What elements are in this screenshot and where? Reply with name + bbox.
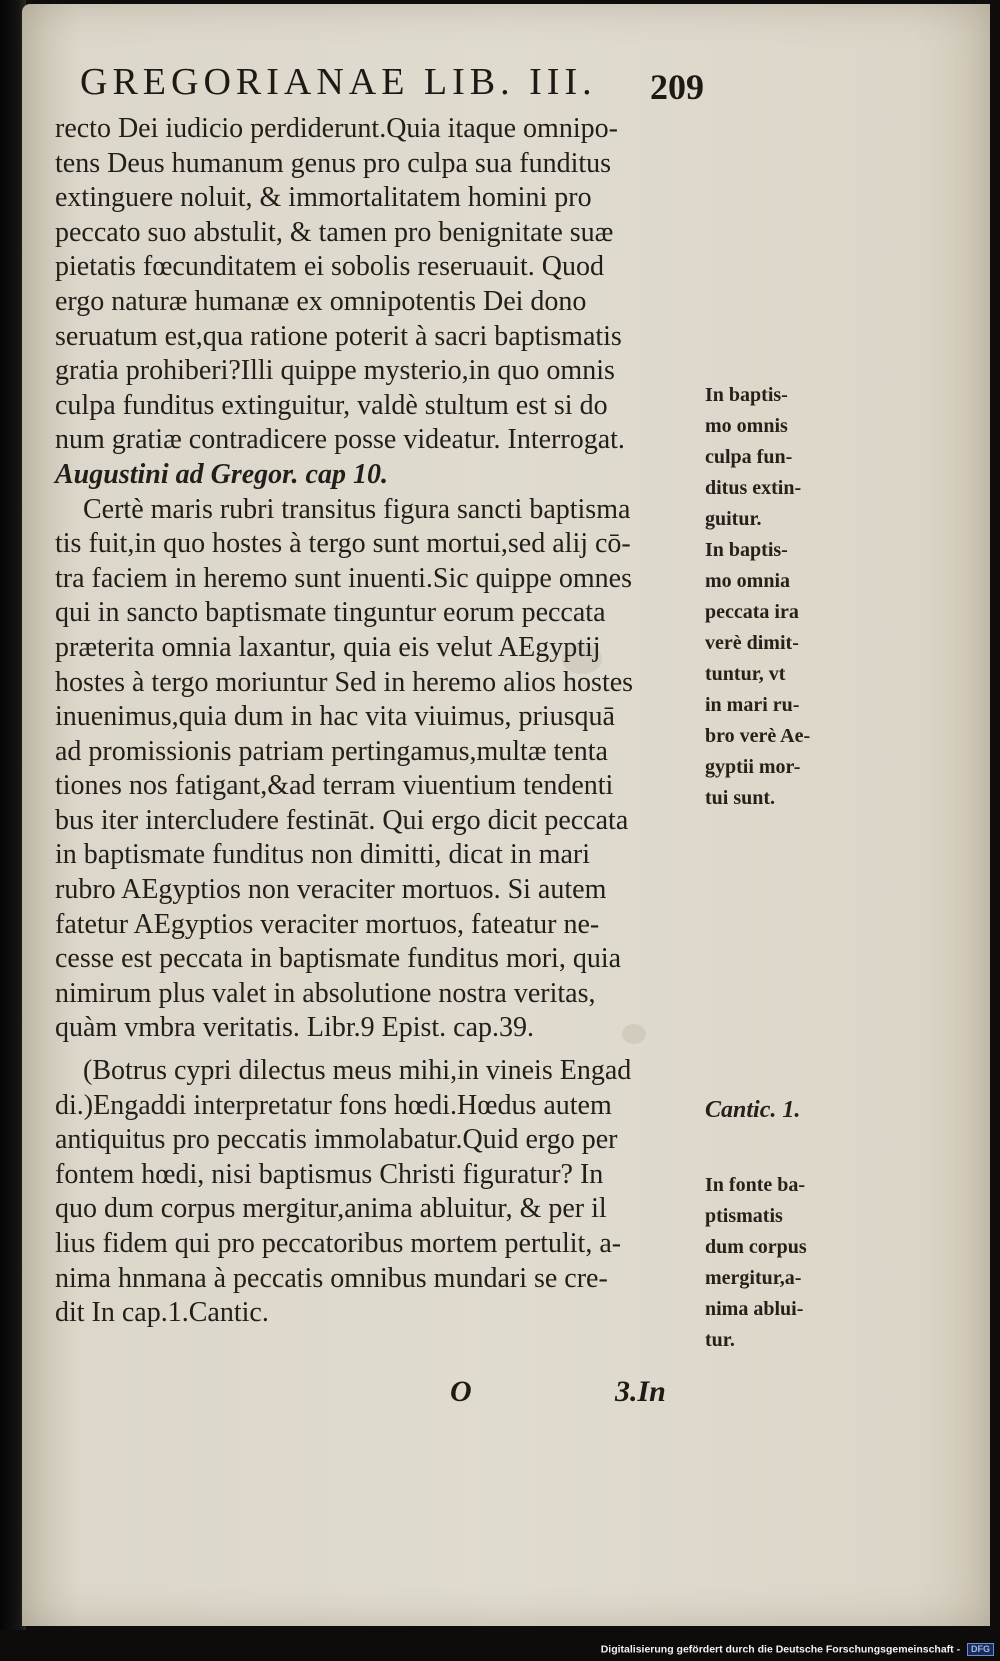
text-line: extinguere noluit, & immortalitatem homini pro: [55, 182, 592, 214]
note-line: mergitur,a-: [705, 1267, 802, 1289]
text-line: quàm vmbra veritatis. Libr.9 Epist. cap.39.: [55, 1012, 535, 1044]
text-line: Certè maris rubri transitus figura sancti baptisma: [83, 493, 631, 525]
text-line: tens Deus humanum genus pro culpa sua funditus: [55, 147, 612, 179]
text-line: (Botrus cypri dilectus meus mihi,in vineis Engad: [83, 1055, 632, 1087]
text-line: fatetur AEgyptios veraciter mortuos, fateatur ne-: [55, 908, 600, 940]
text-line: quo dum corpus mergitur,anima abluitur, & per il: [55, 1193, 607, 1225]
text-line: præterita omnia laxantur, quia eis velut AEgyptij: [55, 631, 601, 663]
text-line: num gratiæ contradicere posse videatur. Interrogat.: [55, 424, 625, 456]
text-line: ad promissionis patriam pertingamus,multæ tenta: [55, 735, 608, 767]
page-number: 209: [650, 67, 704, 107]
text-line: fontem hœdi, nisi baptismus Christi figuratur? In: [55, 1158, 604, 1190]
note-line: mo omnia: [705, 570, 790, 592]
digitization-credit: [601, 1643, 994, 1659]
text-line: antiquitus pro peccatis immolabatur.Quid ergo per: [55, 1124, 618, 1156]
citation-line: Augustini ad Gregor. cap 10.: [55, 458, 388, 490]
note-line: tuntur, vt: [705, 663, 786, 685]
note-line: nima ablui-: [705, 1298, 804, 1320]
note-line: dum corpus: [705, 1236, 807, 1258]
text-line: hostes à tergo moriuntur Sed in heremo alios hostes: [55, 666, 634, 698]
note-line: peccata ira: [705, 601, 799, 623]
running-head: GREGORIANAE LIB. III.: [80, 61, 597, 103]
catchword: 3.In: [615, 1375, 666, 1408]
note-line: ditus extin-: [705, 477, 802, 499]
note-line: culpa fun-: [705, 446, 793, 468]
text-line: rubro AEgyptios non veraciter mortuos. Si autem: [55, 874, 607, 906]
text-line: dit In cap.1.Cantic.: [55, 1297, 269, 1329]
text-line: ergo naturæ humanæ ex omnipotentis Dei dono: [55, 285, 587, 317]
text-line: tra faciem in heremo sunt inuenti.Sic quippe omnes: [55, 562, 632, 594]
signature-mark: O: [450, 1375, 472, 1408]
text-line: gratia prohiberi?Illi quippe mysterio,in quo omnis: [55, 355, 615, 387]
text-line: di.)Engaddi interpretatur fons hœdi.Hœdus autem: [55, 1089, 612, 1121]
text-line: nimirum plus valet in absolutione nostra veritas,: [55, 977, 596, 1009]
note-line: ptismatis: [705, 1205, 783, 1227]
note-line: verè dimit-: [705, 632, 799, 654]
text-line: seruatum est,qua ratione poterit à sacri baptismatis: [55, 320, 622, 352]
marginal-note: [705, 535, 865, 814]
marginal-note: [705, 1170, 865, 1356]
note-line: In baptis-: [705, 384, 788, 406]
text-line: cesse est peccata in baptismate funditus mori, quia: [55, 943, 622, 975]
note-line: In baptis-: [705, 539, 788, 561]
marginal-note: [705, 380, 865, 535]
text-line: pietatis fœcunditatem ei sobolis reseruauit. Quod: [55, 251, 604, 283]
text-line: qui in sancto baptismate tinguntur eorum peccata: [55, 597, 606, 629]
text-line: tiones nos fatigant,&ad terram viuentium tendenti: [55, 770, 614, 802]
marginal-note-reference: [705, 1095, 865, 1126]
note-line: tui sunt.: [705, 787, 776, 809]
note-line: in mari ru-: [705, 694, 800, 716]
note-line: mo omnis: [705, 415, 788, 437]
text-line: tis fuit,in quo hostes à tergo sunt mortui,sed alij cō-: [55, 528, 631, 560]
note-line: gyptii mor-: [705, 756, 801, 778]
note-line: guitur.: [705, 508, 762, 530]
text-line: recto Dei iudicio perdiderunt.Quia itaque omnipo-: [55, 113, 618, 144]
note-line: tur.: [705, 1329, 735, 1351]
text-line: in baptismate funditus non dimitti, dicat in mari: [55, 839, 591, 871]
note-line: In fonte ba-: [705, 1174, 806, 1196]
main-text-block: [55, 112, 695, 1331]
note-line: Cantic. 1.: [705, 1097, 801, 1123]
footer-text: Digitalisierung gefördert durch die Deutsche Forschungsgemeinschaft -: [600, 1643, 961, 1656]
text-line: inuenimus,quia dum in hac vita viuimus, priusquā: [55, 701, 615, 733]
text-line: lius fidem qui pro peccatoribus mortem pertulit, a-: [55, 1228, 622, 1259]
dfg-logo-icon: DFG: [967, 1643, 994, 1656]
note-line: bro verè Ae-: [705, 725, 811, 747]
text-line: peccato suo abstulit, & tamen pro benignitate suæ: [55, 216, 614, 248]
text-line: nima hnmana à peccatis omnibus mundari se cre-: [55, 1262, 608, 1294]
text-line: culpa funditus extinguitur, valdè stultum est si do: [55, 389, 608, 421]
text-line: bus iter intercludere festināt. Qui ergo dicit peccata: [55, 804, 629, 836]
